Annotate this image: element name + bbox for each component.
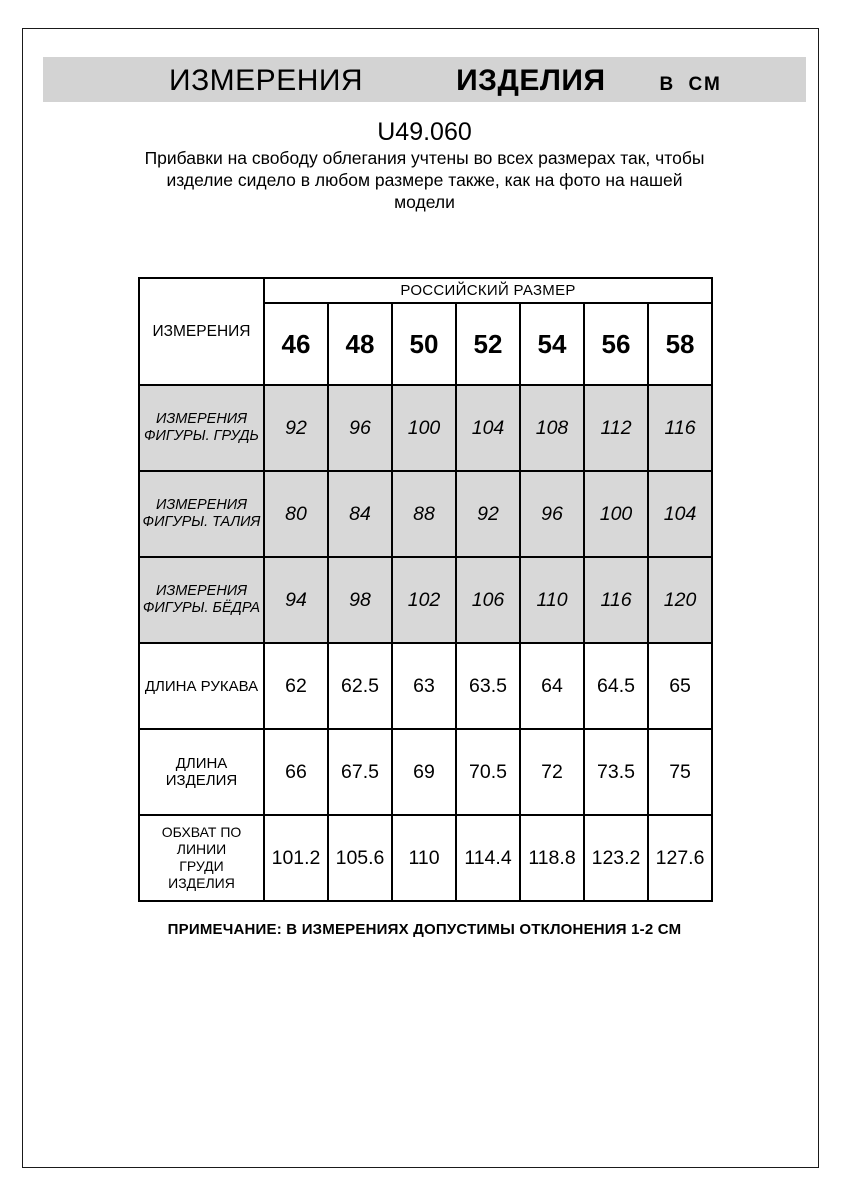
measurement-value-cell: 127.6 [648,815,712,901]
measurement-value-cell: 88 [392,471,456,557]
measurement-value-cell: 102 [392,557,456,643]
measurement-value-cell: 63 [392,643,456,729]
product-code: U49.060 [377,118,472,146]
measurement-value-cell: 112 [584,385,648,471]
measurement-value-cell: 98 [328,557,392,643]
table-row-waist [139,471,712,557]
page-title-unit: В СМ [659,74,722,95]
table-header-row [139,278,712,303]
measurement-label-cell: ДЛИНА РУКАВА [139,643,264,729]
tolerance-note: ПРИМЕЧАНИЕ: В ИЗМЕРЕНИЯХ ДОПУСТИМЫ ОТКЛОНЕНИЯ 1-2 СМ [167,921,682,938]
measurement-label-cell: ОБХВАТ ПО ЛИНИИ ГРУДИ ИЗДЕЛИЯ [139,815,264,901]
measurement-value-cell: 66 [264,729,328,815]
measurement-value-cell: 123.2 [584,815,648,901]
measurement-value-cell: 72 [520,729,584,815]
table-row-hips [139,557,712,643]
page-title-word-product: ИЗДЕЛИЯ [456,64,606,97]
measurement-label-cell: ИЗМЕРЕНИЯ ФИГУРЫ. ТАЛИЯ [139,471,264,557]
size-header-cell: 48 [328,303,392,385]
measurement-value-cell: 62.5 [328,643,392,729]
measurement-value-cell: 80 [264,471,328,557]
measurement-value-cell: 116 [648,385,712,471]
measurement-value-cell: 92 [264,385,328,471]
measurement-value-cell: 73.5 [584,729,648,815]
measurement-label-cell: ДЛИНА ИЗДЕЛИЯ [139,729,264,815]
measurement-value-cell: 96 [520,471,584,557]
measurement-value-cell: 65 [648,643,712,729]
title-bar [43,57,806,102]
measurement-value-cell: 105.6 [328,815,392,901]
measurement-value-cell: 106 [456,557,520,643]
measurement-value-cell: 64 [520,643,584,729]
measurement-value-cell: 100 [584,471,648,557]
measurement-value-cell: 63.5 [456,643,520,729]
table-row-sleeve-length [139,643,712,729]
measurement-value-cell: 110 [392,815,456,901]
size-header-cell: 46 [264,303,328,385]
measurement-value-cell: 75 [648,729,712,815]
size-group-header-cell: РОССИЙСКИЙ РАЗМЕР [264,278,712,303]
size-header-cell: 52 [456,303,520,385]
size-header-cell: 56 [584,303,648,385]
table-row-bust [139,385,712,471]
measurement-value-cell: 70.5 [456,729,520,815]
measurement-value-cell: 100 [392,385,456,471]
product-description: Прибавки на свободу облегания учтены во всех размерах так, чтобы изделие сидело в любом размере также, как на фото на нашей модели [144,148,705,212]
measurement-value-cell: 120 [648,557,712,643]
measurement-value-cell: 110 [520,557,584,643]
size-header-cell: 50 [392,303,456,385]
measurement-value-cell: 101.2 [264,815,328,901]
measurements-header-cell: ИЗМЕРЕНИЯ [139,278,264,385]
measurement-value-cell: 69 [392,729,456,815]
size-header-cell: 58 [648,303,712,385]
measurement-value-cell: 92 [456,471,520,557]
measurement-value-cell: 94 [264,557,328,643]
measurement-value-cell: 64.5 [584,643,648,729]
measurement-value-cell: 118.8 [520,815,584,901]
measurement-value-cell: 116 [584,557,648,643]
size-table [138,277,713,902]
measurement-value-cell: 62 [264,643,328,729]
measurement-value-cell: 104 [648,471,712,557]
measurement-value-cell: 96 [328,385,392,471]
page-title-word-measurements: ИЗМЕРЕНИЯ [169,64,364,97]
table-row-item-length [139,729,712,815]
measurement-label-cell: ИЗМЕРЕНИЯ ФИГУРЫ. ГРУДЬ [139,385,264,471]
measurement-value-cell: 104 [456,385,520,471]
measurement-value-cell: 67.5 [328,729,392,815]
table-row-chest-girth [139,815,712,901]
measurement-value-cell: 114.4 [456,815,520,901]
measurement-value-cell: 84 [328,471,392,557]
measurement-value-cell: 108 [520,385,584,471]
measurement-label-cell: ИЗМЕРЕНИЯ ФИГУРЫ. БЁДРА [139,557,264,643]
size-header-cell: 54 [520,303,584,385]
